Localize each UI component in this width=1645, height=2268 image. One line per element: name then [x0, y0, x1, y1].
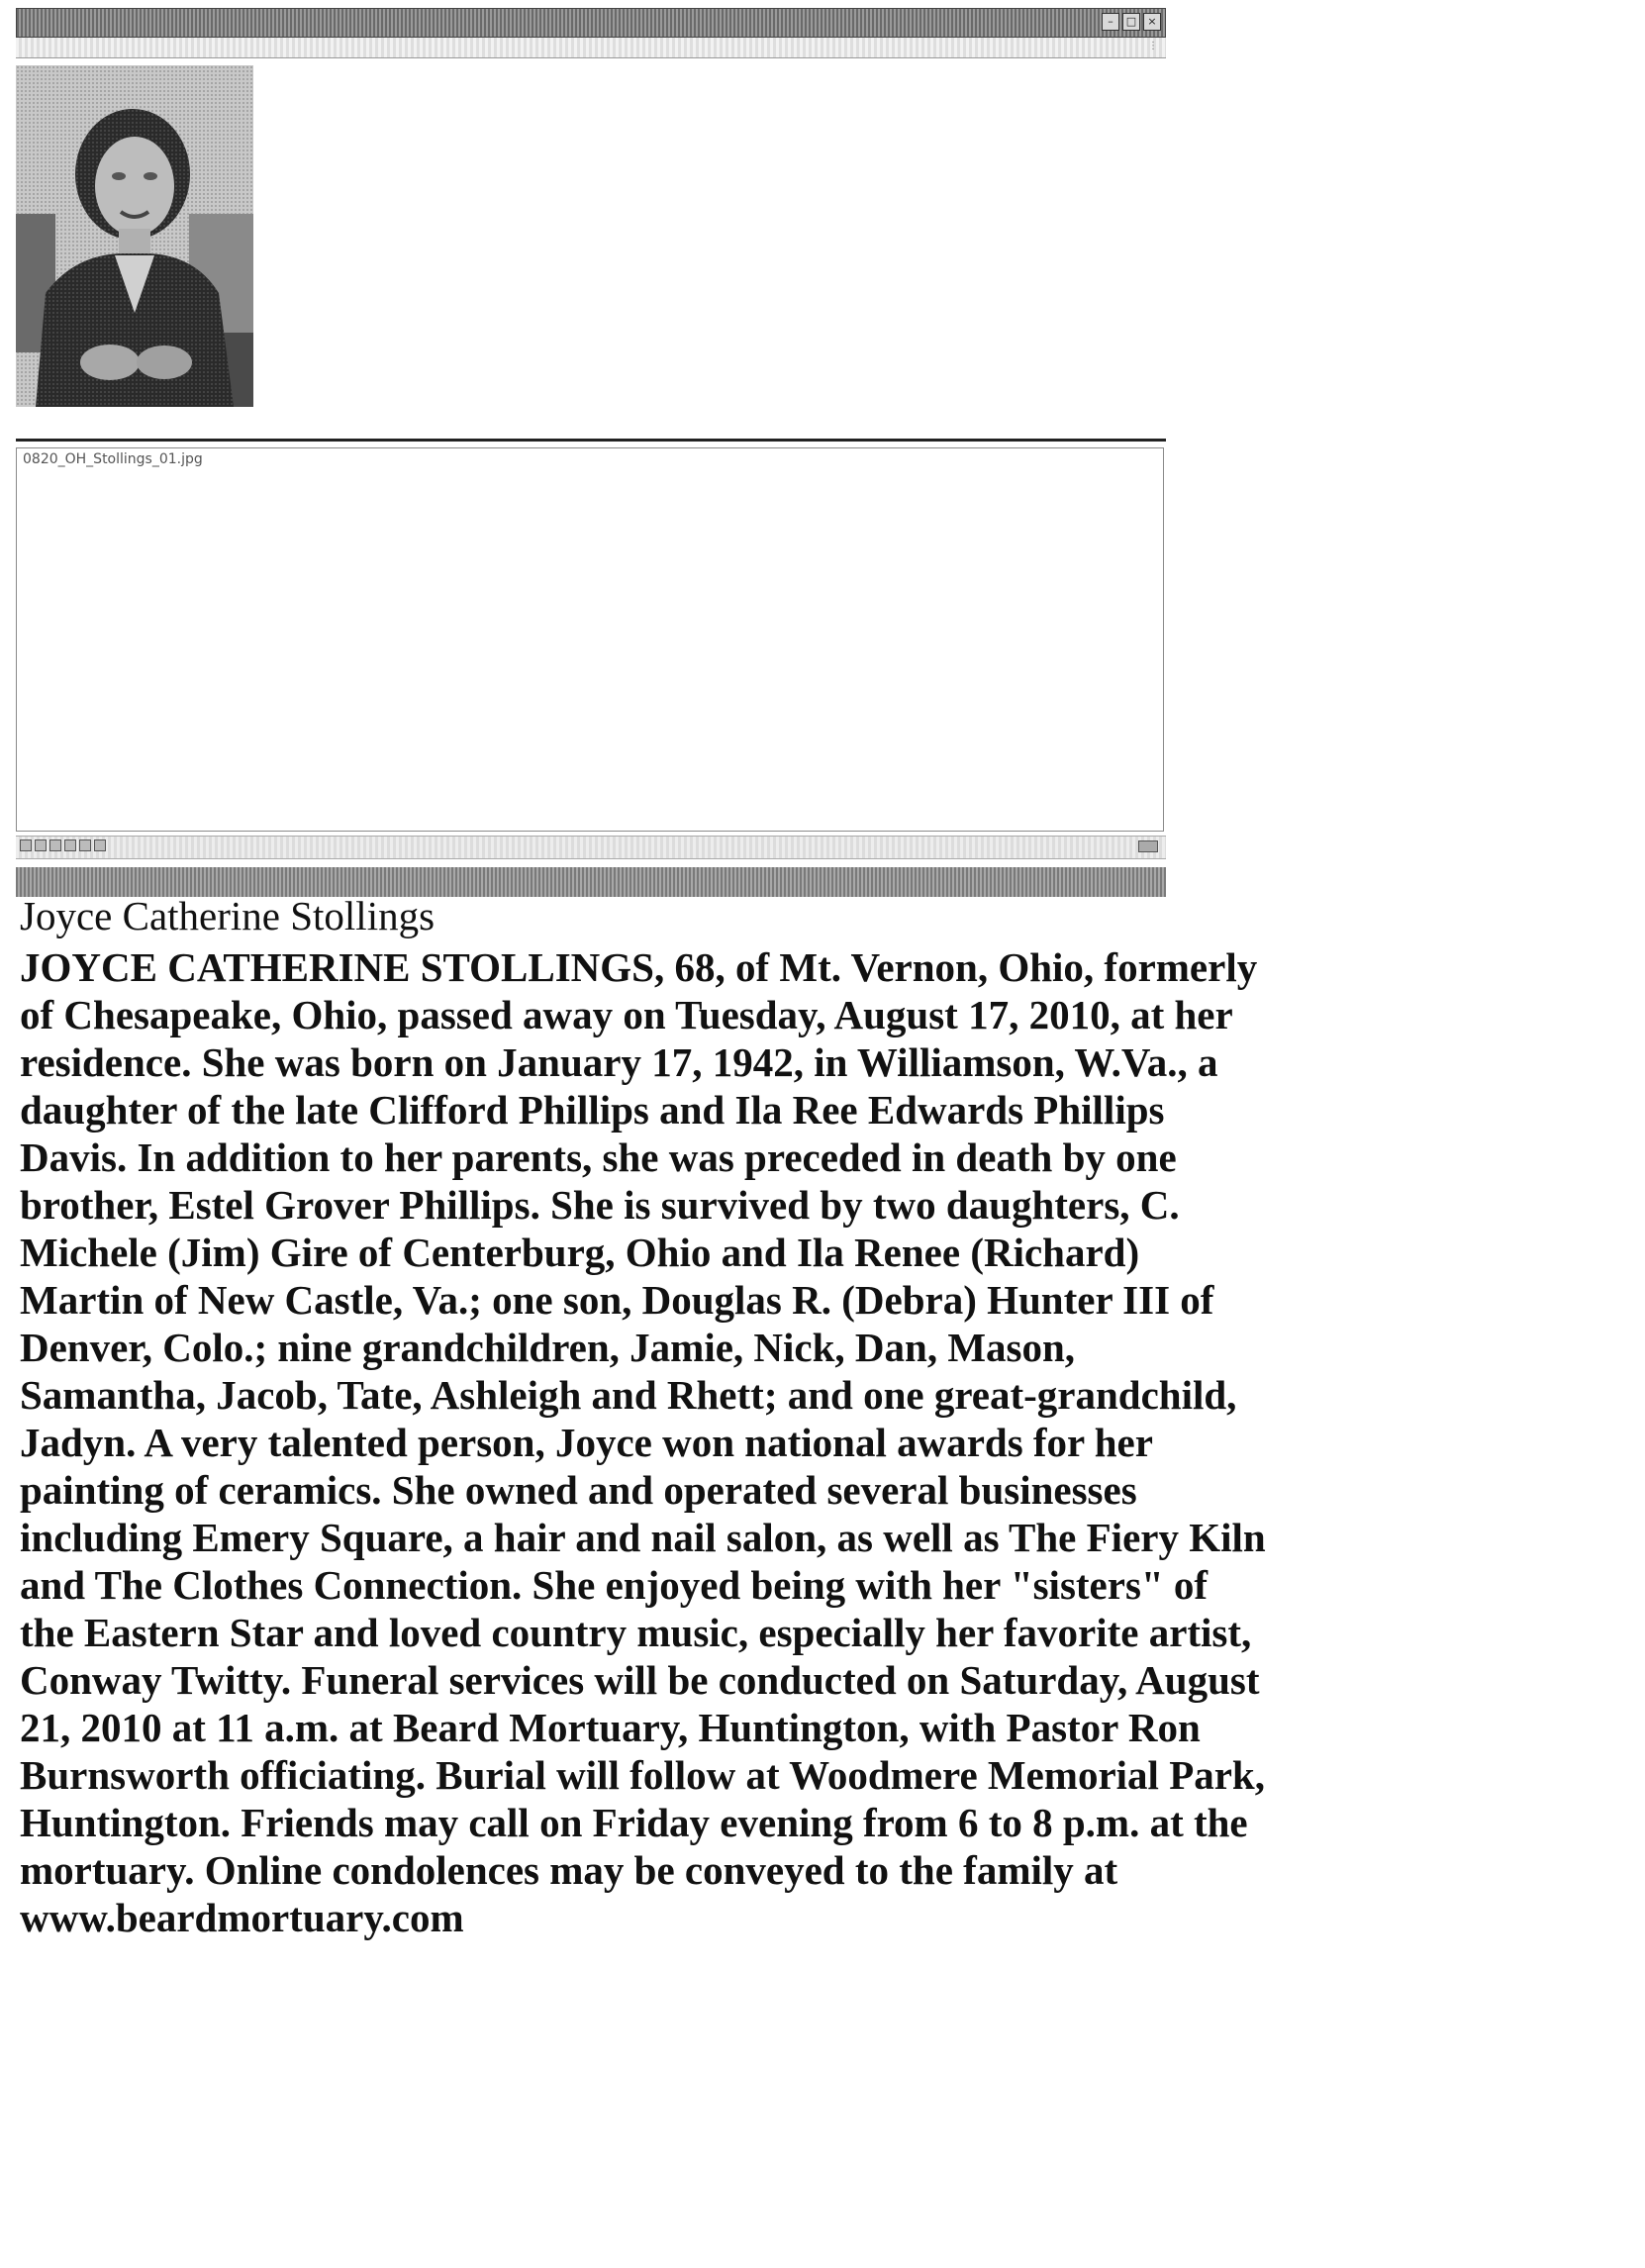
obituary-heading: Joyce Catherine Stollings — [20, 893, 435, 938]
image-caption-panel — [16, 447, 1164, 832]
menu-bar-right-icon: ⋮ — [1148, 41, 1158, 51]
obituary-line: mortuary. Online condolences may be conveyed to the family at — [20, 1847, 1118, 1893]
window-title-bar — [16, 8, 1166, 38]
status-bar — [16, 836, 1166, 859]
obituary-line: Burnsworth officiating. Burial will follow at Woodmere Memorial Park, — [20, 1752, 1265, 1798]
obituary-line: Denver, Colo.; nine grandchildren, Jamie, Nick, Dan, Mason, — [20, 1325, 1076, 1370]
obituary-line: the Eastern Star and loved country music, especially her favorite artist, — [20, 1610, 1252, 1655]
maximize-icon[interactable]: □ — [1122, 13, 1140, 31]
portrait-photo — [16, 65, 253, 407]
close-icon[interactable]: × — [1143, 13, 1161, 31]
obituary-line: Samantha, Jacob, Tate, Ashleigh and Rhett; and one great-grandchild, — [20, 1372, 1237, 1418]
obituary-line: Huntington. Friends may call on Friday evening from 6 to 8 p.m. at the — [20, 1800, 1248, 1845]
status-icons — [20, 839, 106, 851]
status-icon[interactable] — [94, 839, 106, 851]
status-icon[interactable] — [79, 839, 91, 851]
window-controls — [1102, 13, 1161, 31]
obituary-line: 21, 2010 at 11 a.m. at Beard Mortuary, Huntington, with Pastor Ron — [20, 1705, 1201, 1750]
status-icon[interactable] — [20, 839, 32, 851]
minimize-icon[interactable]: – — [1102, 13, 1119, 31]
obituary-line: including Emery Square, a hair and nail salon, as well as The Fiery Kiln — [20, 1515, 1266, 1560]
obituary-line: Davis. In addition to her parents, she was preceded in death by one — [20, 1134, 1177, 1180]
obituary-line: painting of ceramics. She owned and operated several businesses — [20, 1467, 1137, 1513]
status-icon[interactable] — [35, 839, 47, 851]
obituary-line: and The Clothes Connection. She enjoyed being with her "sisters" of — [20, 1562, 1209, 1608]
browser-screenshot — [16, 8, 1166, 899]
obituary-line: brother, Estel Grover Phillips. She is survived by two daughters, C. — [20, 1182, 1180, 1228]
obituary-line: Conway Twitty. Funeral services will be conducted on Saturday, August — [20, 1657, 1260, 1703]
status-icon[interactable] — [49, 839, 61, 851]
menu-bar — [16, 38, 1166, 58]
obituary-line: JOYCE CATHERINE STOLLINGS, 68, of Mt. Vernon, Ohio, formerly — [20, 944, 1258, 990]
status-icon[interactable] — [64, 839, 76, 851]
divider-line — [16, 439, 1166, 442]
obituary-line: Jadyn. A very talented person, Joyce won national awards for her — [20, 1420, 1153, 1465]
obituary-body — [20, 943, 1633, 1941]
obituary-website: www.beardmortuary.com — [20, 1895, 464, 1940]
zone-icon — [1138, 840, 1158, 852]
obituary-line: daughter of the late Clifford Phillips and Ila Ree Edwards Phillips — [20, 1087, 1165, 1133]
image-filename: 0820_OH_Stollings_01.jpg — [23, 451, 203, 467]
obituary-line: residence. She was born on January 17, 1942, in Williamson, W.Va., a — [20, 1039, 1218, 1085]
obituary-line: Michele (Jim) Gire of Centerburg, Ohio and Ila Renee (Richard) — [20, 1230, 1140, 1275]
obituary-line: Martin of New Castle, Va.; one son, Douglas R. (Debra) Hunter III of — [20, 1277, 1214, 1323]
obituary-line: of Chesapeake, Ohio, passed away on Tuesday, August 17, 2010, at her — [20, 992, 1233, 1037]
